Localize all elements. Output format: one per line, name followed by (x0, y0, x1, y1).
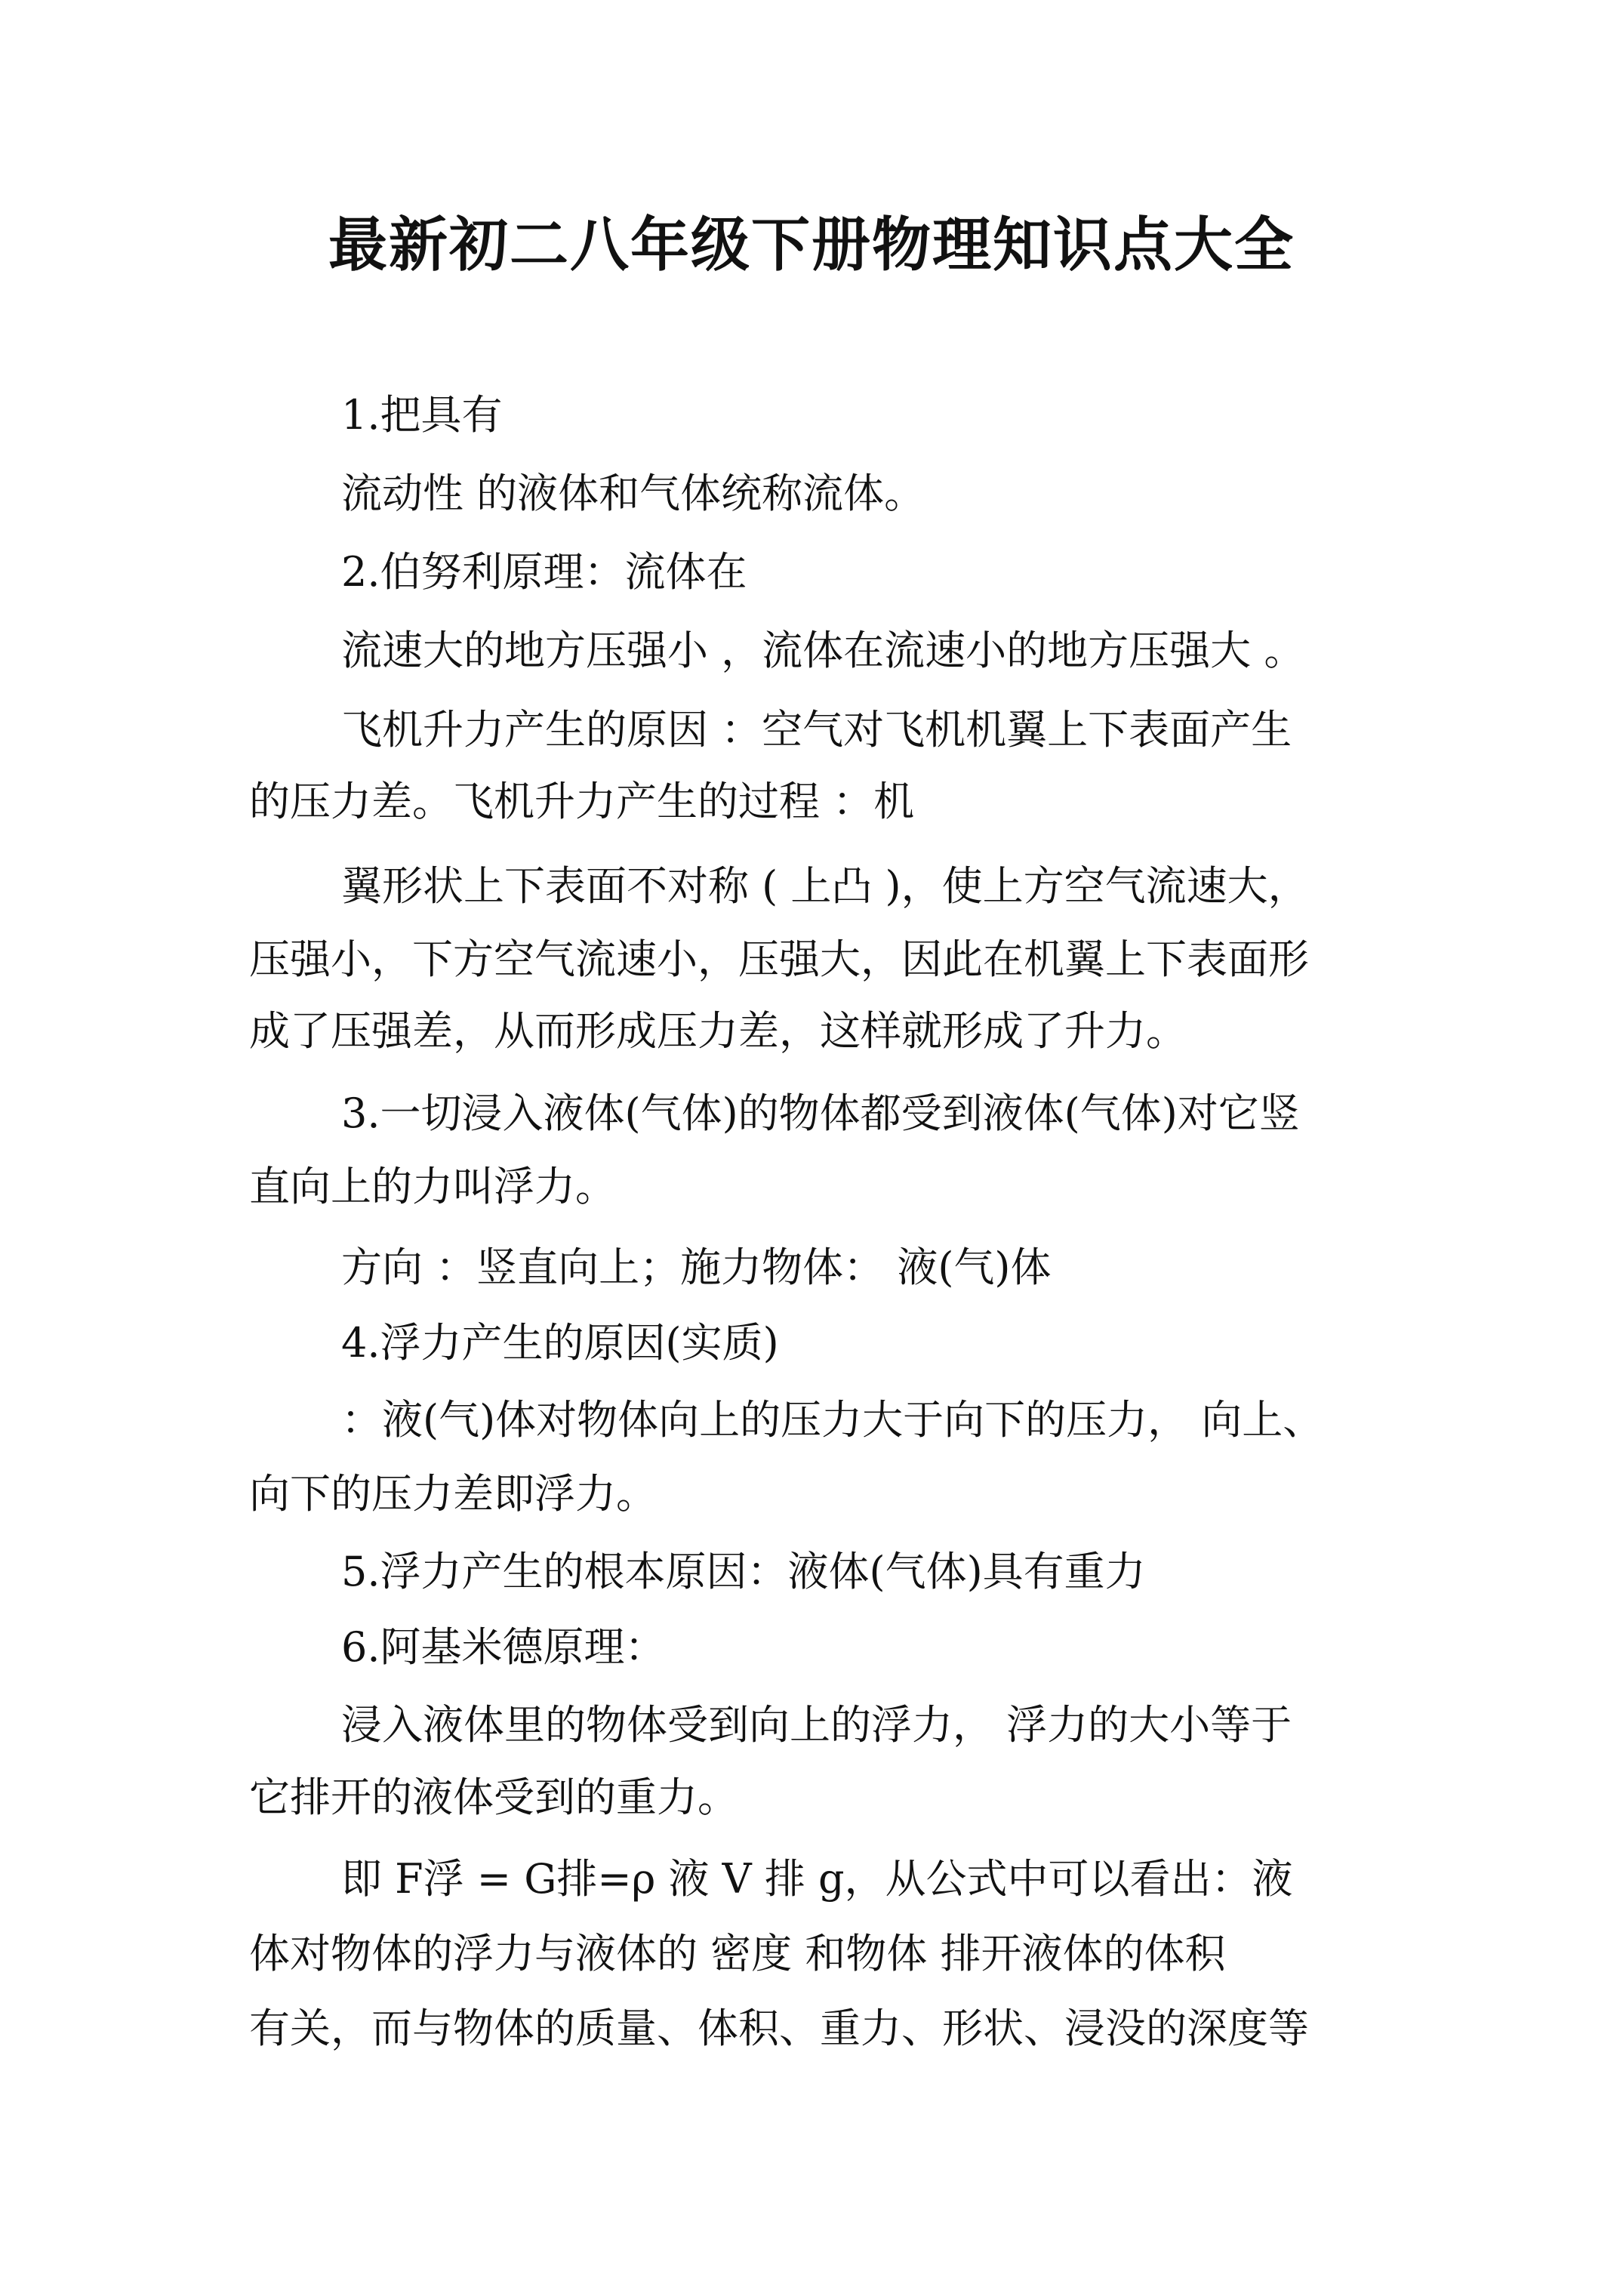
document-title: 最新初二八年级下册物理知识点大全 (328, 211, 1295, 279)
text-line: 飞机升力产生的原因 ：空气对飞机机翼上下表面产生 (341, 706, 1292, 754)
text-line: 的压力差。飞机升力产生的过程 ：机 (249, 778, 915, 825)
text-line: 流速大的地方压强小 ，流体在流速小的地方压强大 。 (341, 627, 1305, 674)
text-line: 5.浮力产生的根本原因：液体(气体)具有重力 (341, 1548, 1146, 1595)
text-line: 2.伯努利原理：流体在 (341, 548, 747, 596)
text-line: 3.一切浸入液体(气体)的物体都受到液体(气体)对它竖 (341, 1089, 1300, 1137)
text-line: 成了压强差，从而形成压力差，这样就形成了升力。 (249, 1007, 1187, 1055)
text-line: 压强小，下方空气流速小，压强大，因此在机翼上下表面形 (249, 935, 1309, 983)
text-line: ：液(气)体对物体向上的压力大于向下的压力， 向上、 (341, 1396, 1324, 1444)
text-line: 有关，而与物体的质量、体积、重力、形状、浸没的深度等 (249, 2005, 1309, 2052)
text-line: 体对物体的浮力与液体的 密度 和物体 排开液体的体积 (249, 1930, 1226, 1977)
text-line: 6.阿基米德原理： (341, 1623, 666, 1671)
text-line: 翼形状上下表面不对称 ( 上凸 )，使上方空气流速大， (341, 862, 1309, 910)
text-line: 直向上的力叫浮力。 (249, 1163, 616, 1210)
text-line: 向下的压力差即浮力。 (249, 1470, 657, 1518)
text-line: 4.浮力产生的原因(实质) (341, 1319, 779, 1367)
text-line: 即 F浮 = G排=ρ 液 V 排 g，从公式中可以看出：液 (341, 1855, 1293, 1903)
text-line: 1.把具有 (341, 391, 503, 439)
text-line: 流动性 的液体和气体统称流体。 (341, 470, 925, 517)
text-line: 它排开的液体受到的重力。 (249, 1774, 738, 1821)
text-line: 浸入液体里的物体受到向上的浮力， 浮力的大小等于 (341, 1701, 1292, 1749)
text-line: 方向 ：竖直向上；施力物体： 液(气)体 (341, 1244, 1052, 1291)
